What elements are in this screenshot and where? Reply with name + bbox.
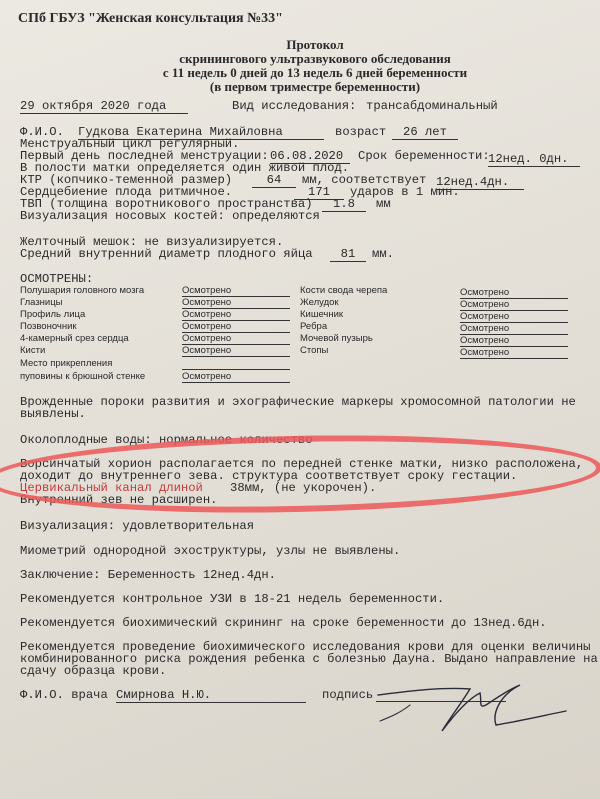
heart-unit: ударов в 1 мин. [350,185,460,199]
term-label: Срок беременности: [358,149,490,163]
patient-age: 26 лет [392,125,458,140]
chorion-text: Ворсинчатый хорион располагается по передней стенке матки, низко расположена, [20,457,584,471]
patient-name: Гудкова Екатерина Михайловна [78,125,324,140]
handwritten-signature [370,665,570,735]
organ-label: Кишечник [300,309,344,320]
rec-blood: комбинированного риска рождения ребенка с болезнью Дауна. Выдано направление на [20,652,598,666]
cervix-label: Цервикальный канал длиной [20,481,203,495]
doc-title-line: (в первом триместре беременности) [209,79,421,94]
os-text: Внутренний зев не расширен. [20,493,218,507]
organ-label: Профиль лица [20,309,86,320]
nasal-text: Визуализация носовых костей: определяются [20,209,320,223]
heart-label: Сердцебиение плода ритмичное. [20,185,233,199]
org-name: СПб ГБУЗ "Женская консультация №33" [18,11,283,26]
chorion-text: доходит до внутреннего зева. структура соответствует сроку гестации. [20,469,518,483]
exam-date: 29 октября 2020 года [20,99,188,114]
markers-text: выявлены. [20,407,86,421]
yolk-text: Желточный мешок: не визуализируется. [20,235,284,249]
doctor-name: Смирнова Н.Ю. [116,688,306,703]
fio-label: Ф.И.О. [20,125,64,139]
visual-text: Визуализация: удовлетворительная [20,519,255,533]
doctor-label: Ф.И.О. врача [20,688,108,702]
organ-label: Глазницы [20,297,63,308]
sac-unit: мм. [372,247,394,261]
organ-label: Место прикрепления [20,358,113,369]
organ-status: Осмотрено [460,311,568,323]
organ-status: Осмотрено [460,323,568,335]
organ-label: Кости свода черепа [300,285,388,296]
organ-status: Осмотрено [182,297,290,309]
organ-label: Ребра [300,321,328,332]
organ-label: Позвоночник [20,321,77,332]
ktr-term: 12нед.4дн. [436,175,524,190]
examined-heading: ОСМОТРЕНЫ: [20,272,94,286]
myometrium-text: Миометрий однородной эхоструктуры, узлы не выявлены. [20,544,401,558]
signature-label: подпись [322,688,374,702]
organ-label: Полушария головного мозга [20,285,145,296]
organ-status: Осмотрено [182,371,290,383]
age-label: возраст [335,125,387,139]
tvp-value: 1.8 [322,197,366,212]
organ-status: Осмотрено [182,285,290,297]
doc-title-line: с 11 недель 0 дней до 13 недель 6 дней беременности [162,65,468,80]
organ-label: Стопы [300,345,329,356]
organ-status: Осмотрено [460,335,568,347]
rec-blood: Рекомендуется проведение биохимического исследования крови для оценки величины [20,640,591,654]
conclusion-text: Заключение: Беременность 12нед.4дн. [20,568,276,582]
heart-rate: 171 [294,185,344,200]
ktr-unit: мм, соответствует [302,173,427,187]
sac-value: 81 [330,247,366,262]
rec-biochem: Рекомендуется биохимический скрининг на сроке беременности до 13нед.6дн. [20,616,547,630]
organ-status: Осмотрено [182,333,290,345]
organ-status: Осмотрено [460,347,568,359]
rec-blood: сдачу образца крови. [20,664,167,678]
organ-status [182,358,290,370]
lmp-label: Первый день последней менструации: [20,149,269,163]
cycle-text: Менструальный цикл регулярный. [20,137,240,151]
exam-type-label: Вид исследования: [232,99,357,113]
rec-ultrasound: Рекомендуется контрольное УЗИ в 18-21 недель беременности. [20,592,445,606]
sac-label: Средний внутренний диаметр плодного яйца [20,247,313,261]
organ-label: Кисти [20,345,46,356]
organ-status: Осмотрено [460,287,568,299]
ktr-label: КТР (копчико-теменной размер) [20,173,233,187]
organ-status: Осмотрено [460,299,568,311]
organ-status: Осмотрено [182,345,290,357]
organ-status: Осмотрено [182,309,290,321]
fluid-text: Околоплодные воды: нормальное количество [20,433,313,447]
doc-title-line: скринингового ультразвукового обследования [179,51,451,66]
organ-status: Осмотрено [182,321,290,333]
organ-label: Мочевой пузырь [300,333,373,344]
ktr-value: 64 [252,173,296,188]
tvp-unit: мм [376,197,391,211]
organ-label: 4-камерный срез сердца [20,333,129,344]
organ-label: Желудок [300,297,339,308]
organ-label: пуповины к брюшной стенке [20,371,146,382]
term-value: 12нед. 0дн. [488,152,580,167]
cervix-value: 38мм, (не укорочен). [230,481,377,495]
lmp-date: 06.08.2020 [270,149,350,164]
tvp-label: ТВП (толщина воротникового пространства) [20,197,313,211]
doc-title: Протокол [286,37,344,52]
exam-type: трансабдоминальный [366,99,498,113]
markers-text: Врожденные пороки развития и эхографические маркеры хромосомной патологии не [20,395,576,409]
uterus-text: В полости матки определяется один живой плод. [20,161,350,175]
